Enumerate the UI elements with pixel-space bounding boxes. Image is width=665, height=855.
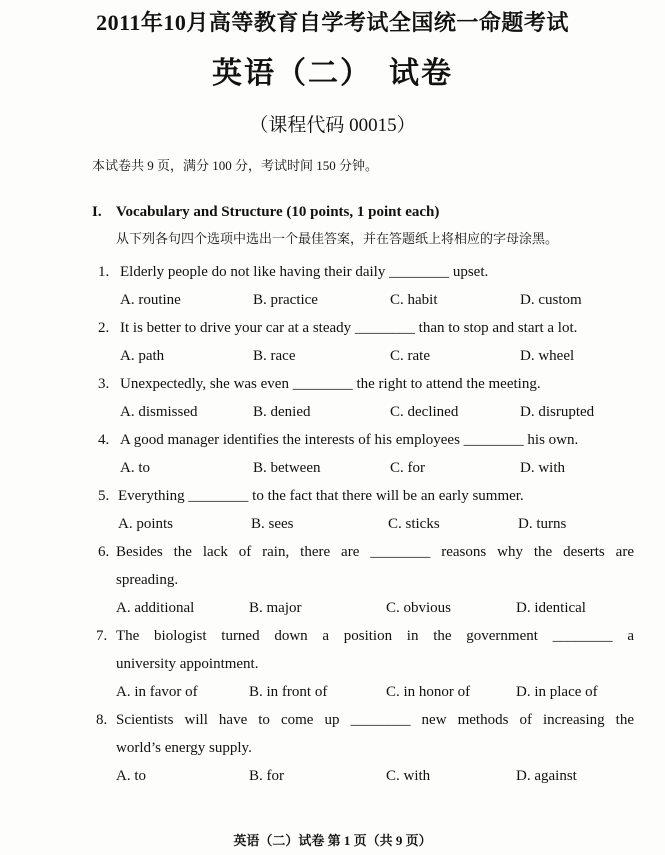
option-a: A. additional [116,600,195,616]
option-a: A. in favor of [116,684,198,700]
option-a: A. routine [120,292,181,308]
option-d: D. in place of [516,684,598,700]
question-text-line1: The biologist turned down a position in the government ________ a [116,628,634,644]
question-number: 6. [98,544,110,560]
option-d: D. with [520,460,565,476]
question-number: 2. [98,320,110,336]
option-b: B. for [249,768,284,784]
option-c: C. habit [390,292,438,308]
option-b: B. between [253,460,321,476]
option-c: C. obvious [386,600,452,616]
question-6-line2: spreading. [116,572,179,588]
option-c: C. declined [390,404,459,420]
question-text-line1: Scientists will have to come up ________ new methods of increasing the [116,712,634,728]
section-number: I. [92,204,102,220]
question-8-line2: world’s energy supply. [116,740,252,756]
option-c: C. for [390,460,425,476]
option-a: A. to [120,460,150,476]
option-a: A. path [120,348,165,364]
option-d: D. identical [516,600,586,616]
option-b: B. in front of [249,684,328,700]
section-instruction: 从下列各句四个选项中选出一个最佳答案，并在答题纸上将相应的字母涂黑。 [116,231,559,246]
question-number: 1. [98,264,110,280]
question-text-line1: Besides the lack of rain, there are ________ reasons why the deserts are [116,544,634,560]
option-b: B. denied [253,404,311,420]
option-d: D. custom [520,292,582,308]
option-b: B. practice [253,292,318,308]
exam-title: 2011年10月高等教育自学考试全国统一命题考试 [96,10,569,35]
option-a: A. to [116,768,146,784]
option-c: C. rate [390,348,430,364]
option-c: C. with [386,768,431,784]
question-text: Unexpectedly, she was even ________ the right to attend the meeting. [120,376,541,392]
question-number: 8. [96,712,108,728]
subject-title: 英语（二） 试卷 [212,57,453,90]
question-number: 7. [96,628,108,644]
question-text: A good manager identifies the interests of his employees ________ his own. [120,432,579,448]
option-b: B. sees [251,516,294,532]
question-number: 4. [98,432,110,448]
question-text: Elderly people do not like having their daily ________ upset. [120,264,489,280]
option-a: A. dismissed [120,404,198,420]
question-text: Everything ________ to the fact that there will be an early summer. [118,488,524,504]
option-c: C. in honor of [386,684,471,700]
option-a: A. points [118,516,174,532]
option-d: D. disrupted [520,404,595,420]
question-number: 5. [98,488,110,504]
section-heading [92,204,439,221]
option-d: D. turns [518,516,567,532]
question-text: It is better to drive your car at a steady ________ than to stop and start a lot. [120,320,578,336]
exam-info: 本试卷共 9 页，满分 100 分，考试时间 150 分钟。 [92,158,379,173]
option-b: B. race [253,348,296,364]
course-code: （课程代码 00015） [249,115,416,136]
option-d: D. against [516,768,577,784]
option-c: C. sticks [388,516,440,532]
page-footer: 英语（二）试卷 第 1 页（共 9 页） [233,833,432,848]
question-number: 3. [98,376,110,392]
option-b: B. major [249,600,302,616]
option-d: D. wheel [520,348,575,364]
question-7-line2: university appointment. [116,656,259,672]
section-title: Vocabulary and Structure (10 points, 1 point each) [116,204,440,220]
